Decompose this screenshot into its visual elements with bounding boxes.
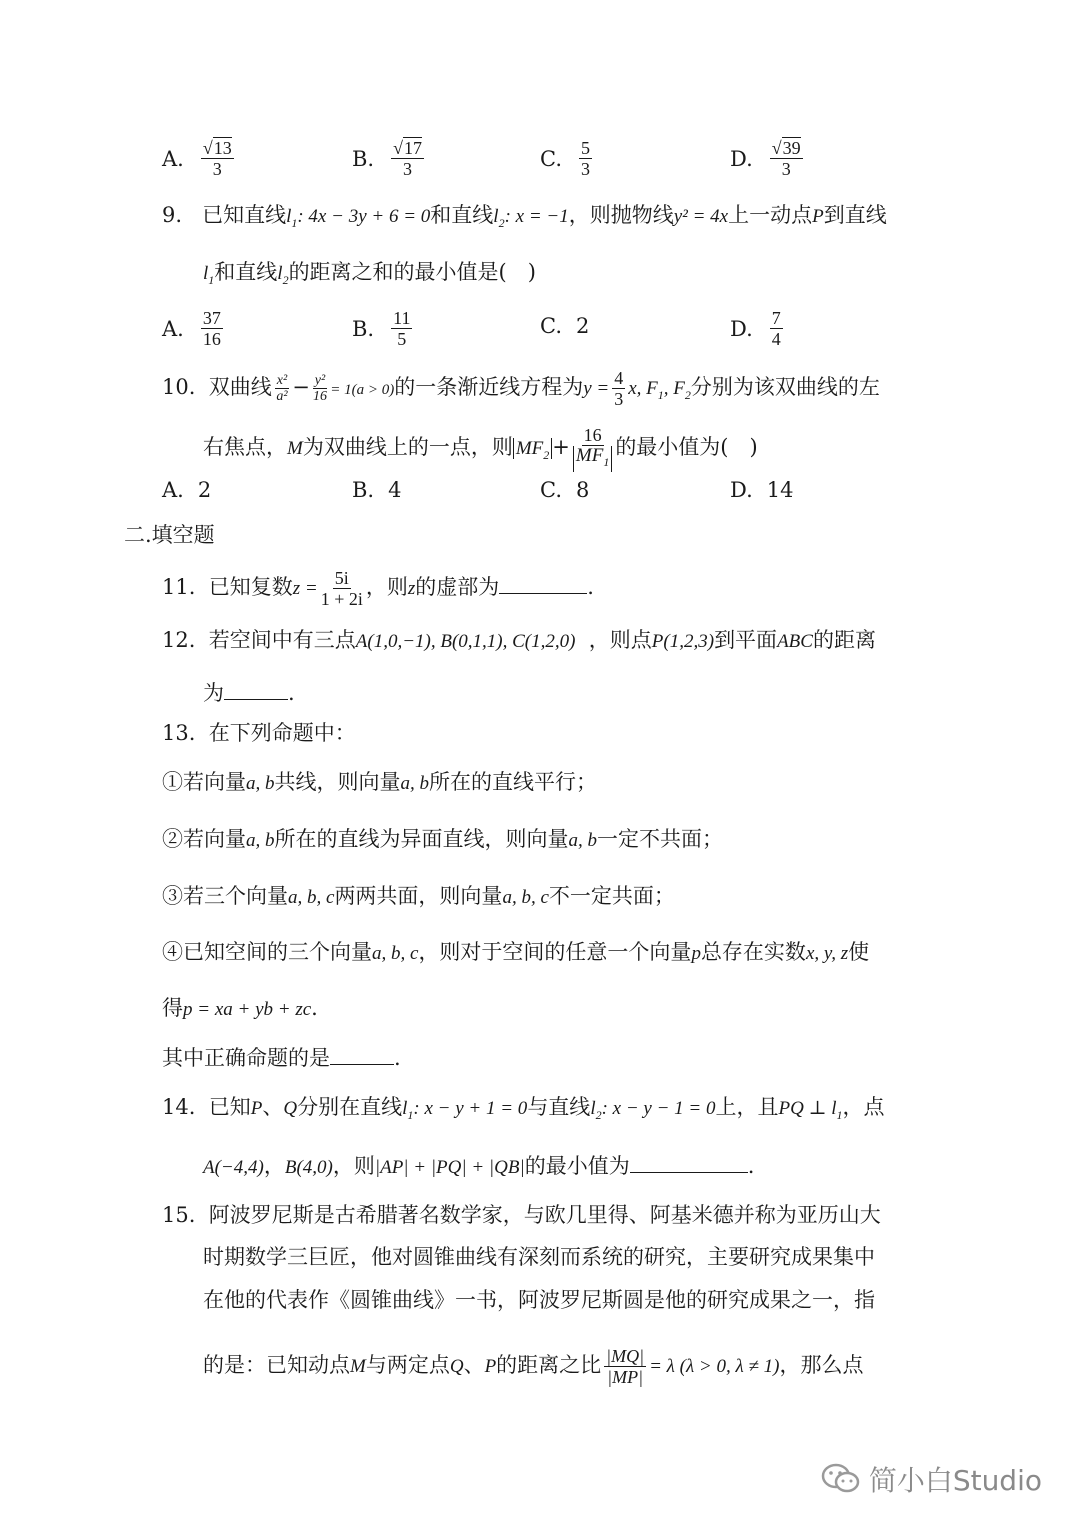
q9-option-b: B. $\frac{11}{5}$ xyxy=(352,308,411,349)
q14-line2: A(−4,4)，B(4,0)，则|AP| + |PQ| + |QB|的最小值为 . xyxy=(203,1150,754,1183)
q15-line2: 时期数学三巨匠，他对圆锥曲线有深刻而系统的研究，主要研究成果集中 xyxy=(203,1245,875,1269)
q9-option-a: A. $\frac{37}{16}$ xyxy=(162,308,221,349)
q10-line2: 右焦点，M为双曲线上的一点，则 $MF_2$ + $\frac{16}{MF_1}$ 的最小值为( ) xyxy=(203,425,758,472)
q8-option-b: B. $\frac{√17}{3}$ xyxy=(352,138,422,179)
q9-line2: $l_1$和直线$l_2$的距离之和的最小值是( ) xyxy=(203,260,536,287)
answer-blank[interactable] xyxy=(499,571,587,594)
q13-intro: 13. 在下列命题中： xyxy=(162,721,356,745)
section-title-fill-blank: 二.填空题 xyxy=(124,523,215,547)
q12-line2: 为 . xyxy=(203,677,295,708)
q15-line1: 15. 阿波罗尼斯是古希腊著名数学家，与欧几里得、阿基米德并称为亚历山大 xyxy=(162,1203,881,1227)
q10-option-c: C. 8 xyxy=(540,478,590,502)
q15-line4: 的是：已知动点M与两定点Q、P的距离之比 $\frac{|MQ|}{|MP|}$ = λ (λ > 0, λ ≠ 1)，那么点 xyxy=(203,1346,864,1387)
watermark-text: 简小白Studio xyxy=(868,1464,1042,1497)
q13-statement-3: ③若三个向量a, b, c两两共面，则向量a, b, c不一定共面； xyxy=(162,884,675,908)
q15-line3: 在他的代表作《圆锥曲线》一书，阿波罗尼斯圆是他的研究成果之一，指 xyxy=(203,1288,875,1312)
q12-line1: 12. 若空间中有三点A(1,0,−1), B(0,1,1), C(1,2,0) ，则点P(1,2,3)到平面ABC的距离 xyxy=(162,628,876,652)
q13-statement-4: ④已知空间的三个向量a, b, c，则对于空间的任意一个向量p总存在实数x, y, z使 xyxy=(162,940,870,964)
q14-line1: 14. 已知P、Q分别在直线$l_1$: x − y + 1 = 0与直线$l_2$: x − y − 1 = 0上，且PQ ⊥ $l_1$，点 xyxy=(162,1095,885,1122)
q10-option-a: A. 2 xyxy=(162,478,212,502)
wechat-icon xyxy=(821,1462,861,1496)
q8-option-d: D. $\frac{√39}{3}$ xyxy=(730,138,801,179)
answer-blank[interactable] xyxy=(630,1150,748,1173)
q13-statement-2: ②若向量a, b所在的直线为异面直线，则向量a, b一定不共面； xyxy=(162,827,723,851)
q13-statement-1: ①若向量a, b共线，则向量a, b所在的直线平行； xyxy=(162,770,597,794)
q8-option-a: A. $\frac{√13}{3}$ xyxy=(162,138,232,179)
q13-statement-4-cont: 得p = xa + yb + zc. xyxy=(162,996,318,1020)
q9-option-c: C. 2 xyxy=(540,314,590,338)
watermark xyxy=(821,1459,1042,1499)
q10-line1: 10. 双曲线 $\frac{\text{x²}}{\text{a²}}$ − $\frac{\text{y²}}{16}$ = 1(a > 0)的一条渐近线方程为y = $\frac{4}{3}$ x, $F_1$, $F_2$分别为该双曲线的左 xyxy=(162,368,880,409)
q10-option-b: B. 4 xyxy=(352,478,402,502)
answer-blank[interactable] xyxy=(330,1042,394,1065)
answer-blank[interactable] xyxy=(224,677,288,700)
q9-option-d: D. $\frac{7}{4}$ xyxy=(730,308,781,349)
q11: 11. 已知复数z = $\frac{5i}{1 + 2i}$ ，则z的虚部为 . xyxy=(162,568,594,609)
q9-line1: 9. 已知直线$l_1$: 4x − 3y + 6 = 0和直线$l_2$: x = −1，则抛物线y² = 4x上一动点P到直线 xyxy=(162,203,887,230)
q13-question: 其中正确命题的是 . xyxy=(162,1042,401,1073)
q8-option-c: C. $\frac{5}{3}$ xyxy=(540,138,590,179)
q10-option-d: D. 14 xyxy=(730,478,794,502)
